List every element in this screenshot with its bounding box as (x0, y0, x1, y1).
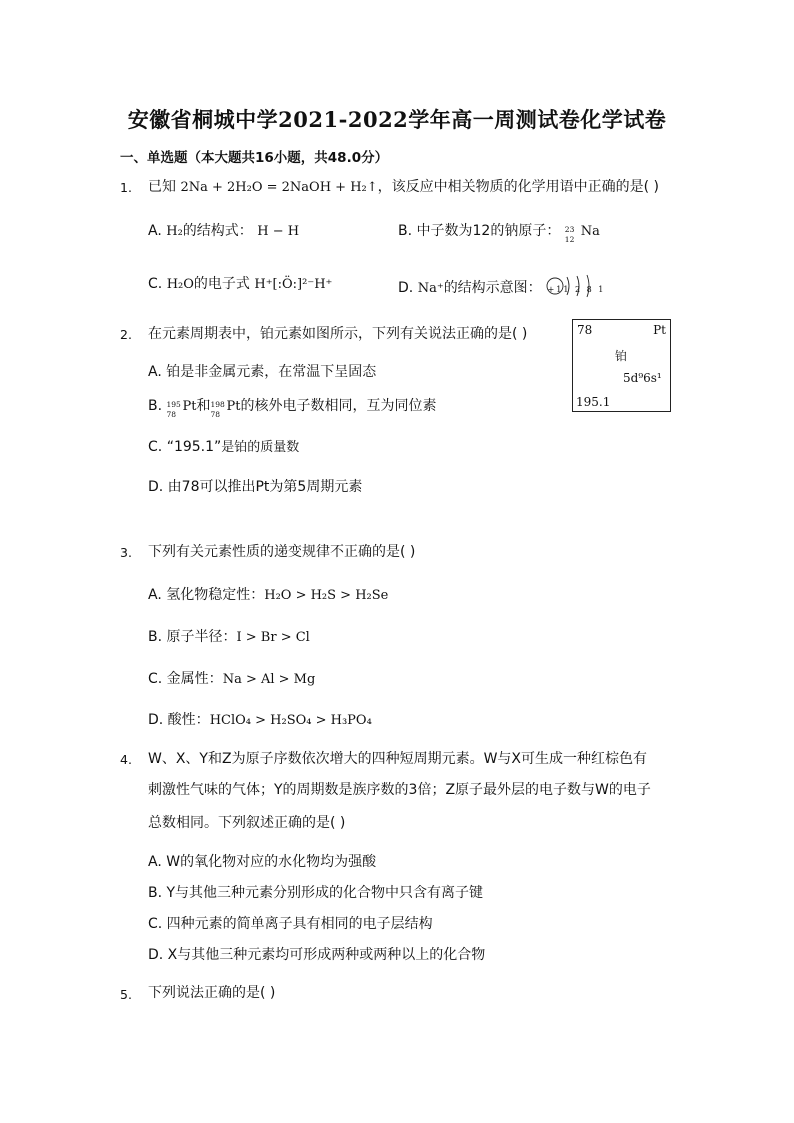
option-c: C. 金属性：Na > Al > Mg (148, 671, 316, 687)
question-number: 5. (120, 987, 132, 1002)
option-d: D. 酸性：HClO₄ > H₂SO₄ > H₃PO₄ (148, 712, 372, 728)
option-b: B. Y与其他三种元素分别形成的化合物中只含有离子键 (148, 885, 484, 901)
option-a: A. 氢化物稳定性：H₂O > H₂S > H₂Se (148, 587, 389, 603)
equation: 2Na + 2H₂O = 2NaOH + H₂↑ (180, 180, 378, 195)
option-d: D. Na⁺的结构示意图： +11 2 8 1 (398, 274, 605, 304)
option-a: A. H₂的结构式： H − H (148, 223, 300, 239)
option-c: C. “195.1”是铂的质量数 (148, 439, 300, 455)
option-a: A. W的氧化物对应的水化物均为强酸 (148, 854, 377, 870)
electron-formula: H⁺[:Ö:]²⁻H⁺ (254, 277, 333, 292)
question-number: 1. (120, 180, 132, 195)
option-a: A. 铂是非金属元素，在常温下呈固态 (148, 364, 377, 380)
atomic-mass: 195.1 (576, 395, 611, 409)
electron-config: 5d⁹6s¹ (623, 371, 662, 385)
question-4-stem-line-1: W、X、Y和Z为原子序数依次增大的四种短周期元素。W与X可生成一种红棕色有 (148, 751, 648, 767)
element-name: 铂 (615, 349, 628, 363)
element-card-platinum (572, 319, 671, 412)
option-c: C. 四种元素的简单离子具有相同的电子层结构 (148, 916, 433, 932)
question-5-stem: 下列说法正确的是( ) (148, 985, 276, 1001)
question-4-stem-line-2: 刺激性气味的气体；Y的周期数是族序数的3倍；Z原子最外层的电子数与W的电子 (148, 782, 651, 798)
question-1-stem: 已知 2Na + 2H₂O = 2NaOH + H₂↑，该反应中相关物质的化学用语中正确的是( ) (148, 179, 660, 195)
option-d: D. X与其他三种元素均可形成两种或两种以上的化合物 (148, 947, 486, 963)
question-number: 4. (120, 752, 132, 767)
option-b: B. 中子数为12的钠原子： 23 12 Na (398, 223, 600, 244)
question-4-stem-line-3: 总数相同。下列叙述正确的是( ) (148, 815, 346, 831)
option-d: D. 由78可以推出Pt为第5周期元素 (148, 479, 363, 495)
question-3-stem: 下列有关元素性质的递变规律不正确的是( ) (148, 544, 416, 560)
question-number: 2. (120, 327, 132, 342)
question-number: 3. (120, 545, 132, 560)
element-symbol: Pt (653, 323, 666, 337)
option-c: C. H₂O的电子式 H⁺[:Ö:]²⁻H⁺ (148, 276, 333, 292)
option-b: B. 195 78 Pt和 198 78 Pt的核外电子数相同，互为同位素 (148, 398, 437, 419)
question-2-stem: 在元素周期表中，铂元素如图所示，下列有关说法正确的是( ) (148, 326, 528, 342)
atomic-number: 78 (577, 323, 593, 337)
option-b: B. 原子半径：I > Br > Cl (148, 629, 310, 645)
section-heading: 一、单选题（本大题共16小题，共48.0分） (120, 150, 389, 166)
exam-title: 安徽省桐城中学2021-2022学年高一周测试卷化学试卷 (127, 107, 667, 132)
